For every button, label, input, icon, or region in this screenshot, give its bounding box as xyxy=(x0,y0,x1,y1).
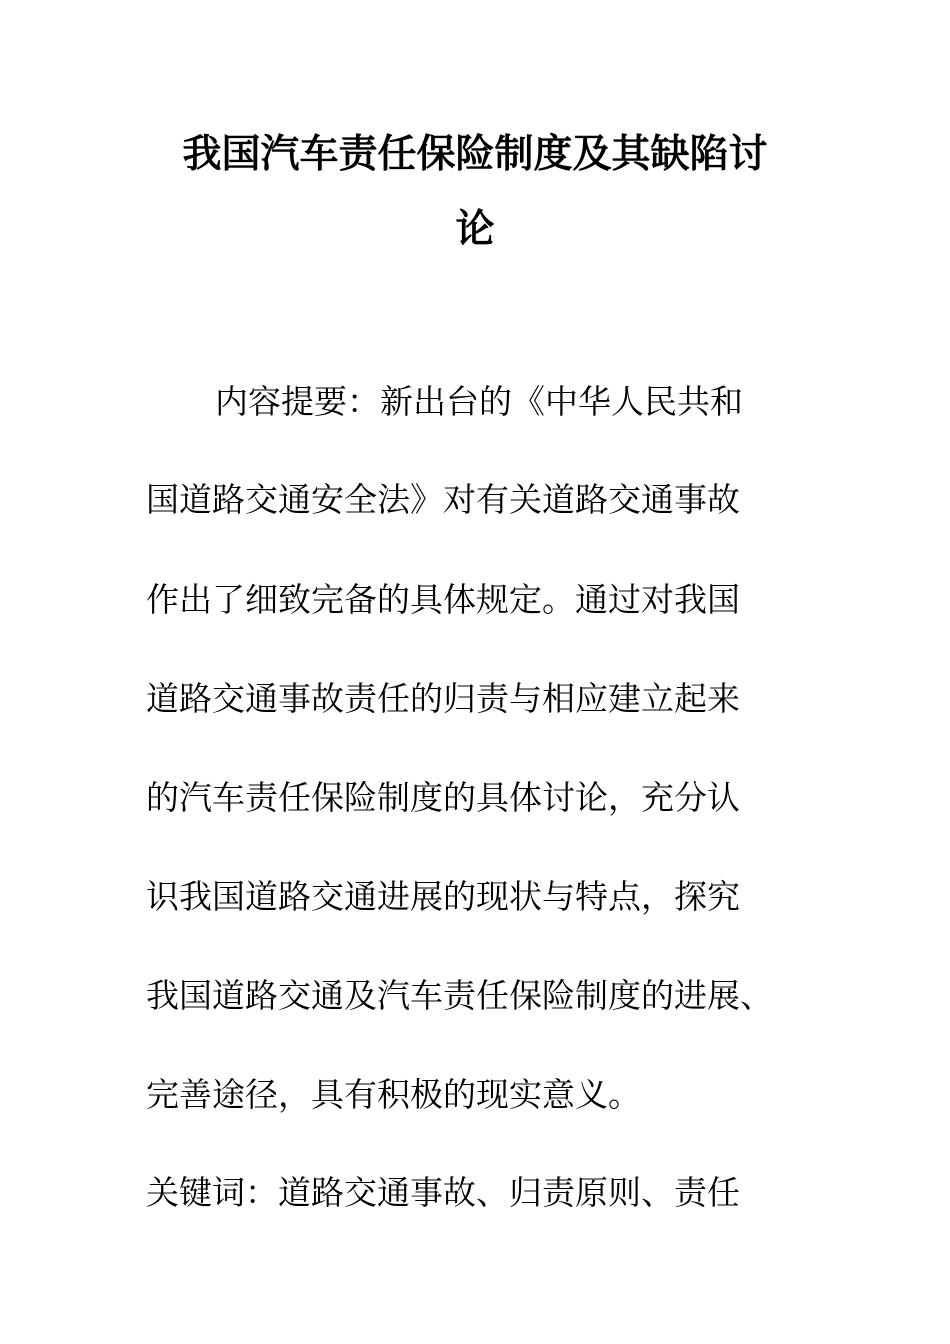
keywords-line: 关键词：道路交通事故、归责原则、责任 xyxy=(146,1173,740,1212)
abstract-line-1: 内容提要：新出台的《中华人民共和 xyxy=(215,382,743,421)
document-title-line-1: 我国汽车责任保险制度及其缺陷讨 xyxy=(182,132,768,177)
abstract-line-8: 完善途径，具有积极的现实意义。 xyxy=(146,1075,641,1114)
abstract-line-2: 国道路交通安全法》对有关道路交通事故 xyxy=(146,480,740,519)
abstract-line-6: 识我国道路交通进展的现状与特点，探究 xyxy=(146,877,740,916)
abstract-line-3: 作出了细致完备的具体规定。通过对我国 xyxy=(146,580,740,619)
document-title-line-2: 论 xyxy=(455,207,495,252)
abstract-line-4: 道路交通事故责任的归责与相应建立起来 xyxy=(146,679,740,718)
abstract-line-5: 的汽车责任保险制度的具体讨论，充分认 xyxy=(146,778,740,817)
abstract-line-7: 我国道路交通及汽车责任保险制度的进展、 xyxy=(146,976,773,1015)
